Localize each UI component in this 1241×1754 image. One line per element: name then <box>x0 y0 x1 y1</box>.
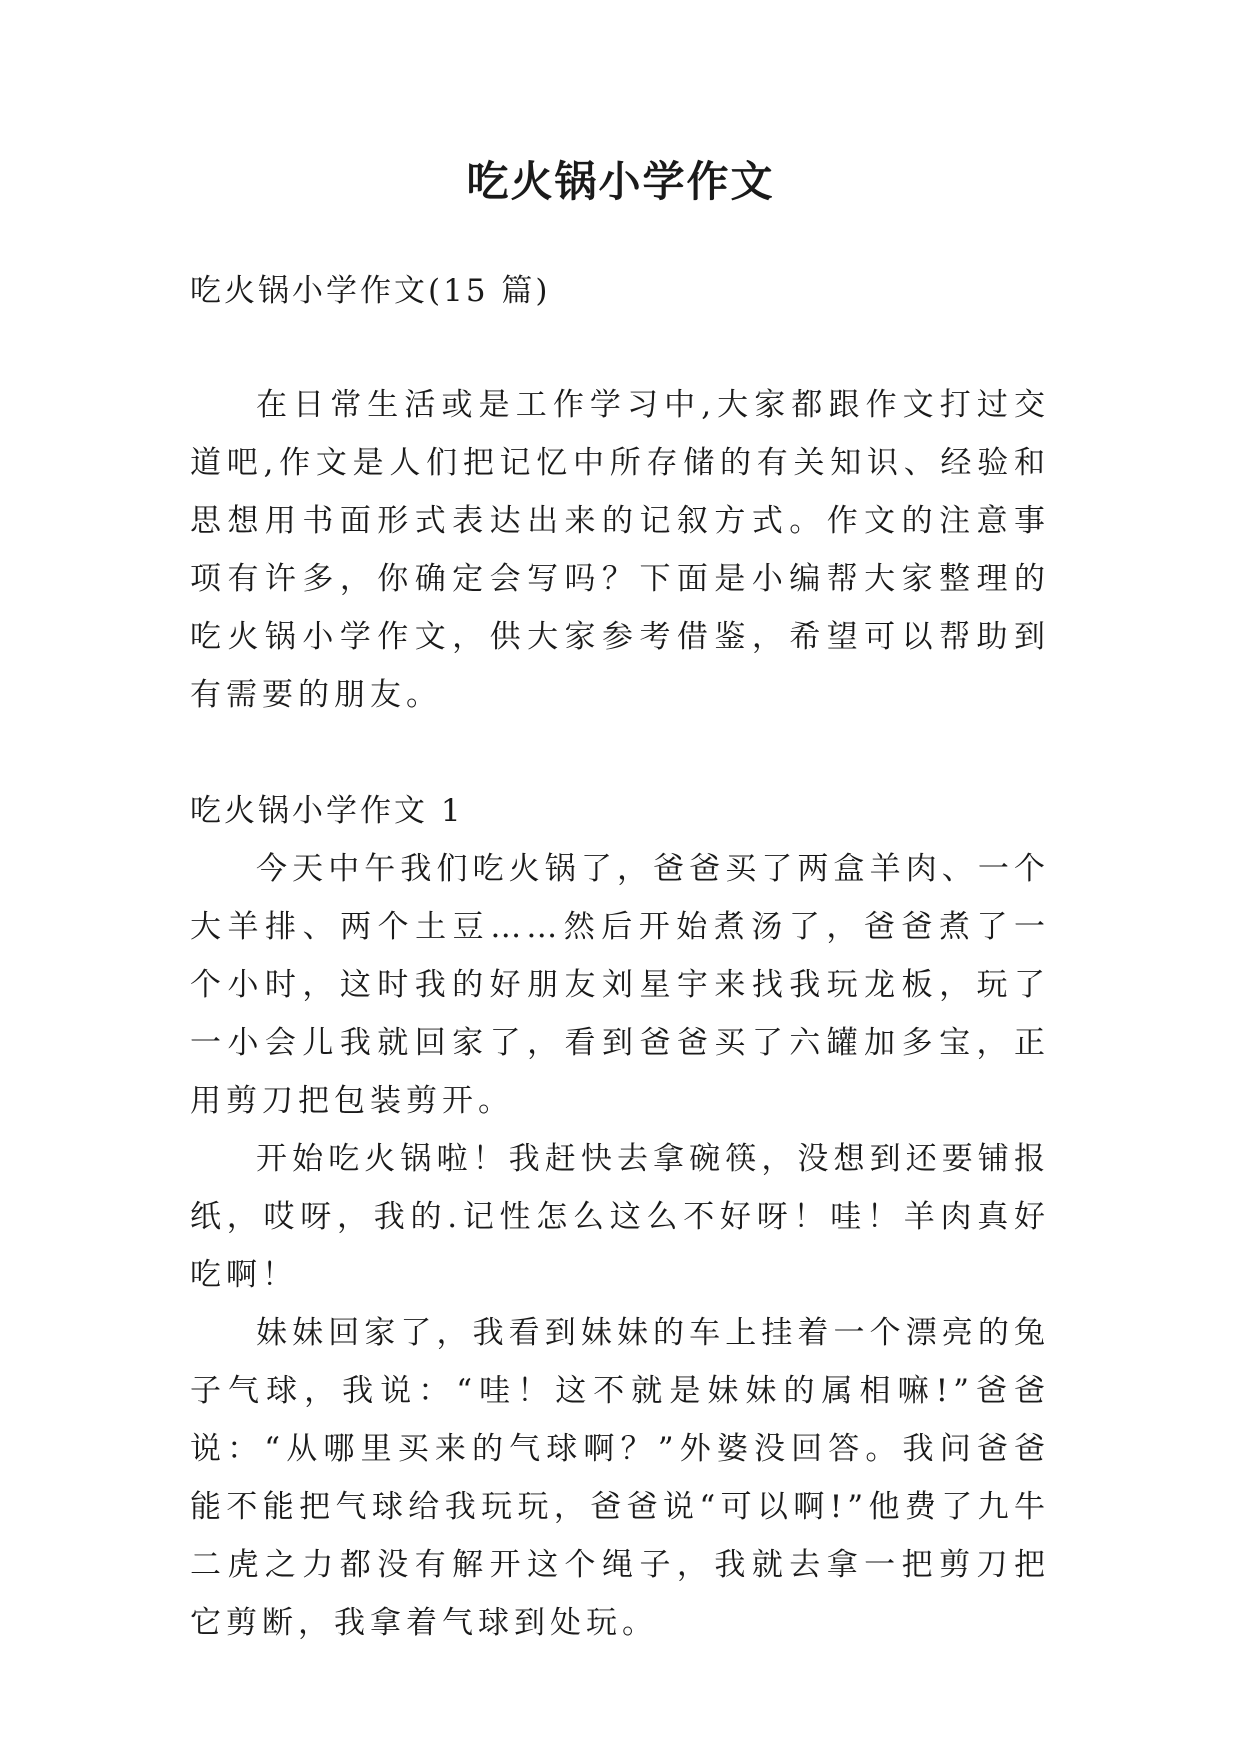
intro-paragraph: 在日常生活或是工作学习中,大家都跟作文打过交道吧,作文是人们把记忆中所存储的有关知识、经验和思想用书面形式表达出来的记叙方式。作文的注意事项有许多，你确定会写吗？下面是小编帮大家整理的吃火锅小学作文，供大家参考借鉴，希望可以帮助到有需要的朋友。 <box>190 387 1050 713</box>
section-heading: 吃火锅小学作文 1 <box>190 793 464 829</box>
document-subtitle: 吃火锅小学作文(15 篇) <box>190 273 551 309</box>
body-paragraph-1: 今天中午我们吃火锅了，爸爸买了两盒羊肉、一个大羊排、两个土豆……然后开始煮汤了，爸爸煮了一个小时，这时我的好朋友刘星宇来找我玩龙板，玩了一小会儿我就回家了，看到爸爸买了六罐加多宝，正用剪刀把包装剪开。 <box>190 851 1050 1119</box>
body-paragraph-3: 妹妹回家了，我看到妹妹的车上挂着一个漂亮的兔子气球，我说：“哇！这不就是妹妹的属相嘛!”爸爸说：“从哪里买来的气球啊？”外婆没回答。我问爸爸能不能把气球给我玩玩，爸爸说“可以啊!”他费了九牛二虎之力都没有解开这个绳子，我就去拿一把剪刀把它剪断，我拿着气球到处玩。 <box>190 1315 1050 1641</box>
document-body <box>190 262 1050 1652</box>
body-paragraph-2: 开始吃火锅啦！我赶快去拿碗筷，没想到还要铺报纸，哎呀，我的.记性怎么这么不好呀！哇！羊肉真好吃啊！ <box>190 1141 1050 1293</box>
document-title: 吃火锅小学作文 <box>466 157 775 206</box>
